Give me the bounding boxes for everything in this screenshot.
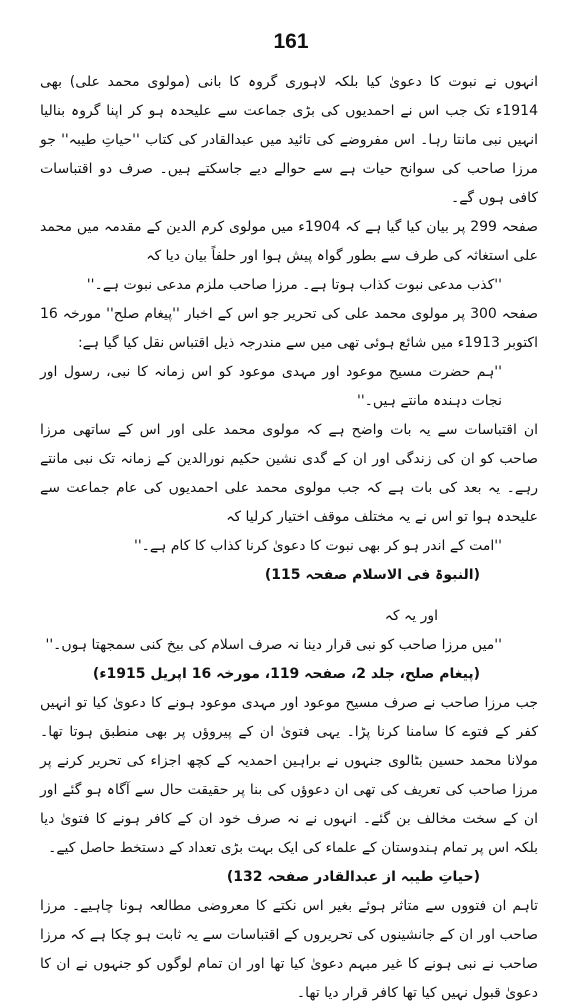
page-number: 161	[273, 30, 309, 53]
paragraph-page-300: صفحہ 300 پر مولوی محمد علی کی تحریر جو اس کے اخبار ''پیغام صلح'' مورخہ 16 اکتوبر 1913ء میں شائع ہوئی تھی میں سے مندرجہ ذیل اقتباس نقل کیا گیا ہے:	[40, 306, 538, 351]
reference-nubuwwat: (النبوۃ فی الاسلام صفحہ 115)	[264, 567, 480, 583]
page-body	[40, 68, 538, 1008]
quote-bekh-kuni: ''میں مرزا صاحب کو نبی قرار دینا نہ صرف اسلام کی بیخ کنی سمجھتا ہوں۔''	[45, 637, 502, 653]
paragraph-conclusion-one: ان اقتباسات سے یہ بات واضح ہے کہ مولوی محمد علی اور اس کے ساتھی مرزا صاحب کو ان کی زندگی اور ان کے گدی نشین حکیم نورالدین کے زمانہ تک نبی مانتے رہے۔ یہ بعد کی بات ہے کہ جب مولوی محمد علی احمدیوں کی عام جماعت سے علیحدہ ہوا تو اس نے یہ مختلف موقف اختیار کرلیا کہ	[40, 422, 538, 525]
paragraph-final: تاہم ان فتووں سے متاثر ہوئے بغیر اس نکتے کا معروضی مطالعہ ہونا چاہیے۔ مرزا صاحب اور ان کے جانشینوں کی تحریروں کے اقتباسات سے یہ ثابت ہو چکا ہے کہ مرزا صاحب نے نبی ہونے کا غیر مبہم دعویٰ کیا تھا اور ان تمام لوگوں کو جنہوں نے ان کا دعویٰ قبول نہیں کیا تھا کافر قرار دیا تھا۔	[40, 898, 538, 1001]
paragraph-page-299: صفحہ 299 پر بیان کیا گیا ہے کہ 1904ء میں مولوی کرم الدین کے مقدمہ میں محمد علی استغاثہ کی طرف سے بطور گواہ پیش ہوا اور حلفاً بیان دیا کہ	[40, 219, 538, 264]
paragraph-and-this: اور یہ کہ	[384, 608, 438, 624]
paragraph-intro: انہوں نے نبوت کا دعویٰ کیا بلکہ لاہوری گروہ کا بانی (مولوی محمد علی) بھی 1914ء تک جب اس نے احمدیوں کی بڑی جماعت سے علیحدہ ہو کر اپنا گروہ بنالیا انہیں نبی مانتا رہا۔ اس مفروضے کی تائید میں عبدالقادر کی کتاب ''حیاتِ طیبہ'' جو مرزا صاحب کی سوانح حیات ہے سے حوالے دیے جاسکتے ہیں۔ صرف دو اقتباسات کافی ہوں گے۔	[40, 74, 538, 206]
quote-kazab: ''کذب مدعی نبوت کذاب ہوتا ہے۔ مرزا صاحب ملزم مدعی نبوت ہے۔''	[86, 277, 502, 293]
quote-prophet: ''ہم حضرت مسیح موعود اور مہدی موعود کو اس زمانہ کا نبی، رسول اور نجات دہندہ مانتے ہیں۔''	[40, 364, 502, 409]
quote-ummat: ''امت کے اندر ہو کر بھی نبوت کا دعویٰ کرنا کذاب کا کام ہے۔''	[133, 538, 502, 554]
reference-paigham-sulh: (پیغام صلح، جلد 2، صفحہ 119، مورخہ 16 اپریل 1915ء)	[92, 666, 480, 682]
reference-hayat-tayyiba: (حیاتِ طیبہ از عبدالقادر صفحہ 132)	[226, 869, 480, 885]
paragraph-fatwa: جب مرزا صاحب نے صرف مسیح موعود اور مہدی موعود ہونے کا دعویٰ کیا تو انہیں کفر کے فتوے کا سامنا کرنا پڑا۔ یہی فتویٰ ان کے پیروؤں پر بھی منطبق ہوتا تھا۔ مولانا محمد حسین بٹالوی جنہوں نے براہین احمدیہ کے کچھ اجزاء کی تحریر کرنے پر مرزا صاحب کی تعریف کی تھی ان دعوؤں کی بنا پر حقیقت حال سے آگاہ ہو گئے اور ان کے سخت مخالف بن گئے۔ انہوں نے نہ صرف خود ان کے کافر ہونے کا فتویٰ دیا بلکہ اس پر تمام ہندوستان کے علماء کی ایک بہت بڑی تعداد کے دستخط حاصل کیے۔	[40, 695, 538, 856]
